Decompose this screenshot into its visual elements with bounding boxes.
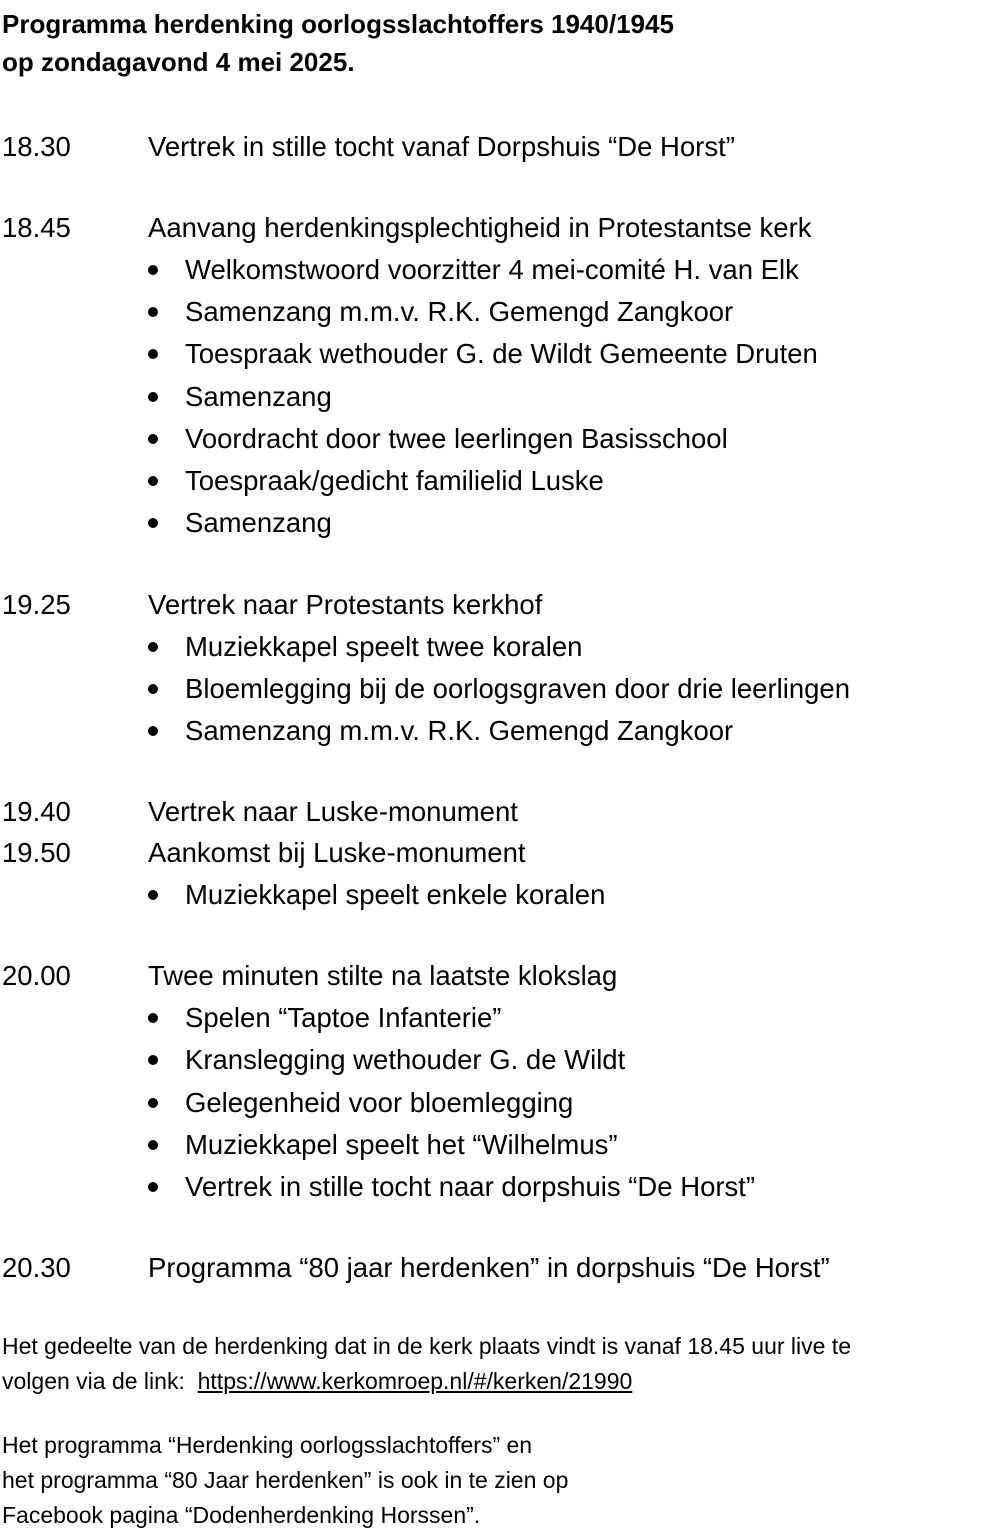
entry-label: Vertrek naar Luske-monument <box>148 796 518 827</box>
list-item-text: Samenzang <box>185 381 332 412</box>
list-item-text: Vertrek in stille tocht naar dorpshuis “De Horst” <box>185 1171 756 1202</box>
list-item-text: Muziekkapel speelt het “Wilhelmus” <box>185 1129 618 1160</box>
entry-label: Programma “80 jaar herdenken” in dorpshuis “De Horst” <box>148 1252 830 1283</box>
bullet-icon <box>148 434 158 444</box>
bullet-icon <box>148 392 158 402</box>
title-line-1: Programma herdenking oorlogsslachtoffers 1940/1945 <box>2 9 674 39</box>
bullet-icon <box>148 1098 158 1108</box>
schedule-entry-1950 <box>0 833 1000 873</box>
list-item-text: Gelegenheid voor bloemlegging <box>185 1087 574 1118</box>
schedule-entry-1940 <box>0 792 1000 832</box>
entry-time: 20.00 <box>2 960 71 991</box>
bullet-icon <box>148 307 158 317</box>
schedule-entry-1845 <box>0 208 1000 248</box>
entry-time: 19.25 <box>2 589 71 620</box>
bullet-icon <box>148 476 158 486</box>
entry-label: Vertrek naar Protestants kerkhof <box>148 589 543 620</box>
entry-time: 18.30 <box>2 131 71 162</box>
facebook-line-3: Facebook pagina “Dodenherdenking Horssen”. <box>2 1502 481 1528</box>
list-item <box>0 998 1000 1038</box>
list-item <box>0 334 1000 374</box>
schedule-entry-1925 <box>0 585 1000 625</box>
entry-time: 20.30 <box>2 1252 71 1283</box>
livestream-line-2 <box>2 1364 851 1399</box>
bullet-icon <box>148 1013 158 1023</box>
list-item-text: Muziekkapel speelt enkele koralen <box>185 879 606 910</box>
entry-label: Vertrek in stille tocht vanaf Dorpshuis “De Horst” <box>148 131 735 162</box>
bullet-icon <box>148 349 158 359</box>
entry-label: Twee minuten stilte na laatste klokslag <box>148 960 618 991</box>
livestream-line-1: Het gedeelte van de herdenking dat in de kerk plaats vindt is vanaf 18.45 uur live te <box>2 1333 851 1359</box>
entry-label: Aankomst bij Luske-monument <box>148 837 526 868</box>
list-item-text: Samenzang <box>185 507 332 538</box>
facebook-line-1: Het programma “Herdenking oorlogsslachtoffers” en <box>2 1432 533 1458</box>
list-item <box>0 377 1000 417</box>
schedule-entry-2030 <box>0 1248 1000 1288</box>
schedule-entry-2000 <box>0 956 1000 996</box>
list-item <box>0 669 1000 709</box>
list-item <box>0 1083 1000 1123</box>
list-item <box>0 461 1000 501</box>
facebook-note <box>2 1428 568 1533</box>
list-item-text: Samenzang m.m.v. R.K. Gemengd Zangkoor <box>185 296 734 327</box>
list-item <box>0 627 1000 667</box>
livestream-note <box>2 1329 851 1399</box>
list-item-text: Bloemlegging bij de oorlogsgraven door drie leerlingen <box>185 673 851 704</box>
bullet-icon <box>148 518 158 528</box>
entry-time: 18.45 <box>2 212 71 243</box>
list-item-text: Voordracht door twee leerlingen Basisschool <box>185 423 728 454</box>
list-item-text: Muziekkapel speelt twee koralen <box>185 631 583 662</box>
list-item <box>0 1040 1000 1080</box>
list-item <box>0 711 1000 751</box>
bullet-icon <box>148 684 158 694</box>
list-item <box>0 875 1000 915</box>
bullet-icon <box>148 890 158 900</box>
bullet-icon <box>148 1140 158 1150</box>
bullet-icon <box>148 642 158 652</box>
facebook-line-2: het programma “80 Jaar herdenken” is ook in te zien op <box>2 1467 569 1493</box>
entry-time: 19.40 <box>2 796 71 827</box>
bullet-icon <box>148 1055 158 1065</box>
bullet-icon <box>148 1182 158 1192</box>
list-item <box>0 1167 1000 1207</box>
livestream-link[interactable]: https://www.kerkomroep.nl/#/kerken/21990 <box>197 1368 633 1394</box>
livestream-link-prefix: volgen via de link: <box>2 1368 198 1394</box>
entry-label: Aanvang herdenkingsplechtigheid in Protestantse kerk <box>148 212 812 243</box>
list-item <box>0 419 1000 459</box>
list-item-text: Toespraak/gedicht familielid Luske <box>185 465 604 496</box>
title-line-2: op zondagavond 4 mei 2025. <box>2 47 355 77</box>
list-item-text: Samenzang m.m.v. R.K. Gemengd Zangkoor <box>185 715 734 746</box>
schedule-entry-1830 <box>0 127 1000 167</box>
list-item <box>0 1125 1000 1165</box>
list-item <box>0 292 1000 332</box>
list-item-text: Kranslegging wethouder G. de Wildt <box>185 1044 626 1075</box>
list-item-text: Spelen “Taptoe Infanterie” <box>185 1002 502 1033</box>
entry-time: 19.50 <box>2 837 71 868</box>
list-item-text: Welkomstwoord voorzitter 4 mei-comité H. van Elk <box>185 254 799 285</box>
list-item <box>0 503 1000 543</box>
bullet-icon <box>148 726 158 736</box>
list-item-text: Toespraak wethouder G. de Wildt Gemeente Druten <box>185 338 818 369</box>
list-item <box>0 250 1000 290</box>
page-title <box>2 5 674 81</box>
bullet-icon <box>148 265 158 275</box>
